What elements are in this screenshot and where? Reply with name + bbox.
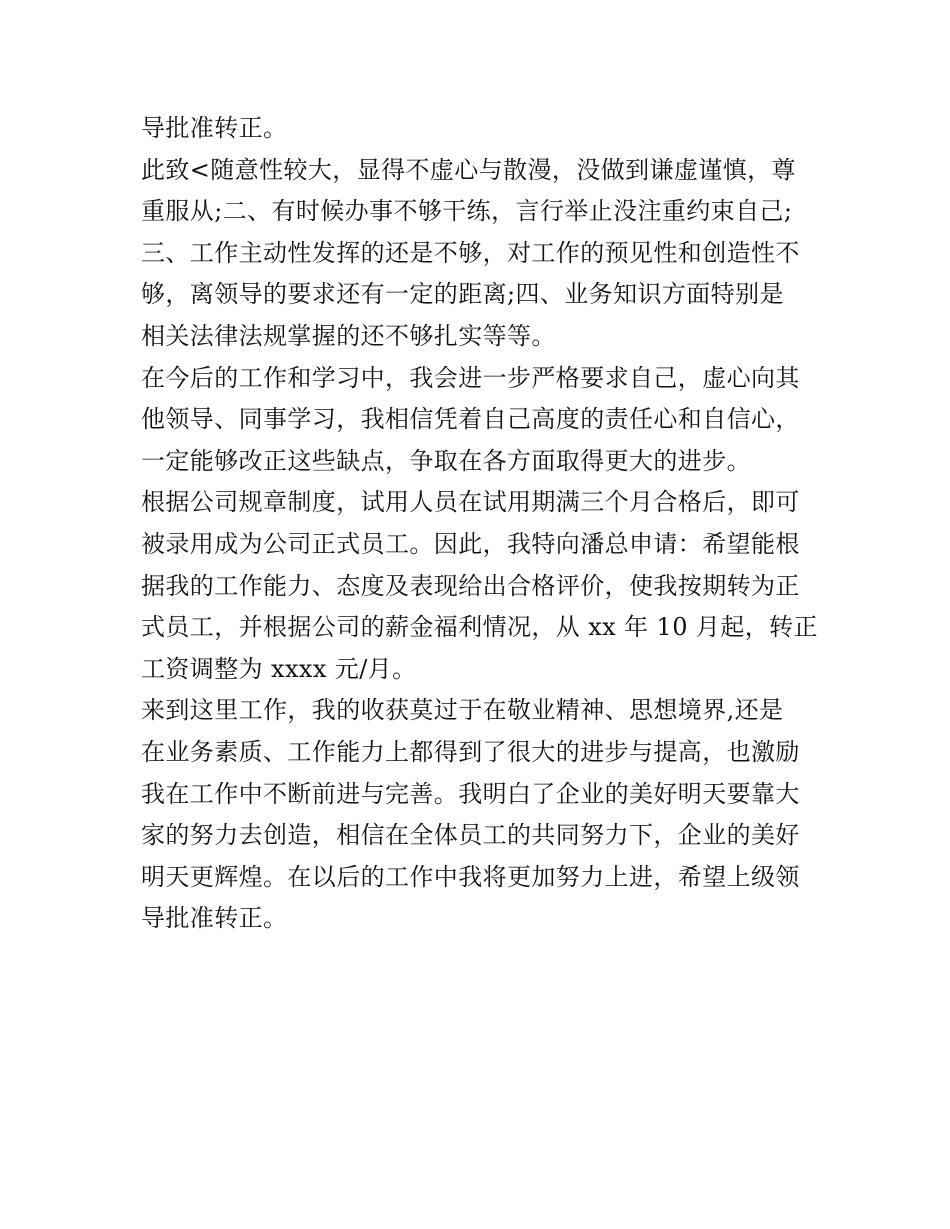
text-line: 在业务素质、工作能力上都得到了很大的进步与提高，也激励 [141, 737, 800, 766]
text-line: 明天更辉煌。在以后的工作中我将更加努力上进，希望上级领 [141, 862, 800, 891]
text-line: 来到这里工作，我的收获莫过于在敬业精神、思想境界,还是 [141, 696, 784, 725]
text-line: 重服从;二、有时候办事不够干练，言行举止没注重约束自己; [141, 197, 793, 226]
text-line: 一定能够改正这些缺点，争取在各方面取得更大的进步。 [141, 446, 751, 475]
text-line: 工资调整为 xxxx 元/月。 [141, 654, 417, 683]
text-line: 够，离领导的要求还有一定的距离;四、业务知识方面特别是 [141, 280, 784, 309]
text-line: 三、工作主动性发挥的还是不够，对工作的预见性和创造性不 [141, 238, 800, 267]
text-line: 式员工，并根据公司的薪金福利情况，从 xx 年 10 月起，转正 [141, 613, 818, 642]
text-line: 我在工作中不断前进与完善。我明白了企业的美好明天要靠大 [141, 779, 800, 808]
text-line: 相关法律法规掌握的还不够扎实等等。 [141, 321, 556, 350]
text-line: 据我的工作能力、态度及表现给出合格评价，使我按期转为正 [141, 571, 800, 600]
text-line: 导批准转正。 [141, 904, 288, 933]
text-line: 家的努力去创造，相信在全体员工的共同努力下，企业的美好 [141, 821, 800, 850]
text-line: 被录用成为公司正式员工。因此，我特向潘总申请：希望能根 [141, 529, 800, 558]
text-line: 此致<随意性较大，显得不虚心与散漫，没做到谦虚谨慎，尊 [141, 155, 796, 184]
text-line: 导批准转正。 [141, 114, 288, 142]
document-body [141, 108, 818, 940]
text-line: 在今后的工作和学习中，我会进一步严格要求自己，虚心向其 [141, 363, 800, 392]
text-line: 根据公司规章制度，试用人员在试用期满三个月合格后，即可 [141, 488, 800, 517]
text-line: 他领导、同事学习，我相信凭着自己高度的责任心和自信心， [141, 405, 800, 434]
